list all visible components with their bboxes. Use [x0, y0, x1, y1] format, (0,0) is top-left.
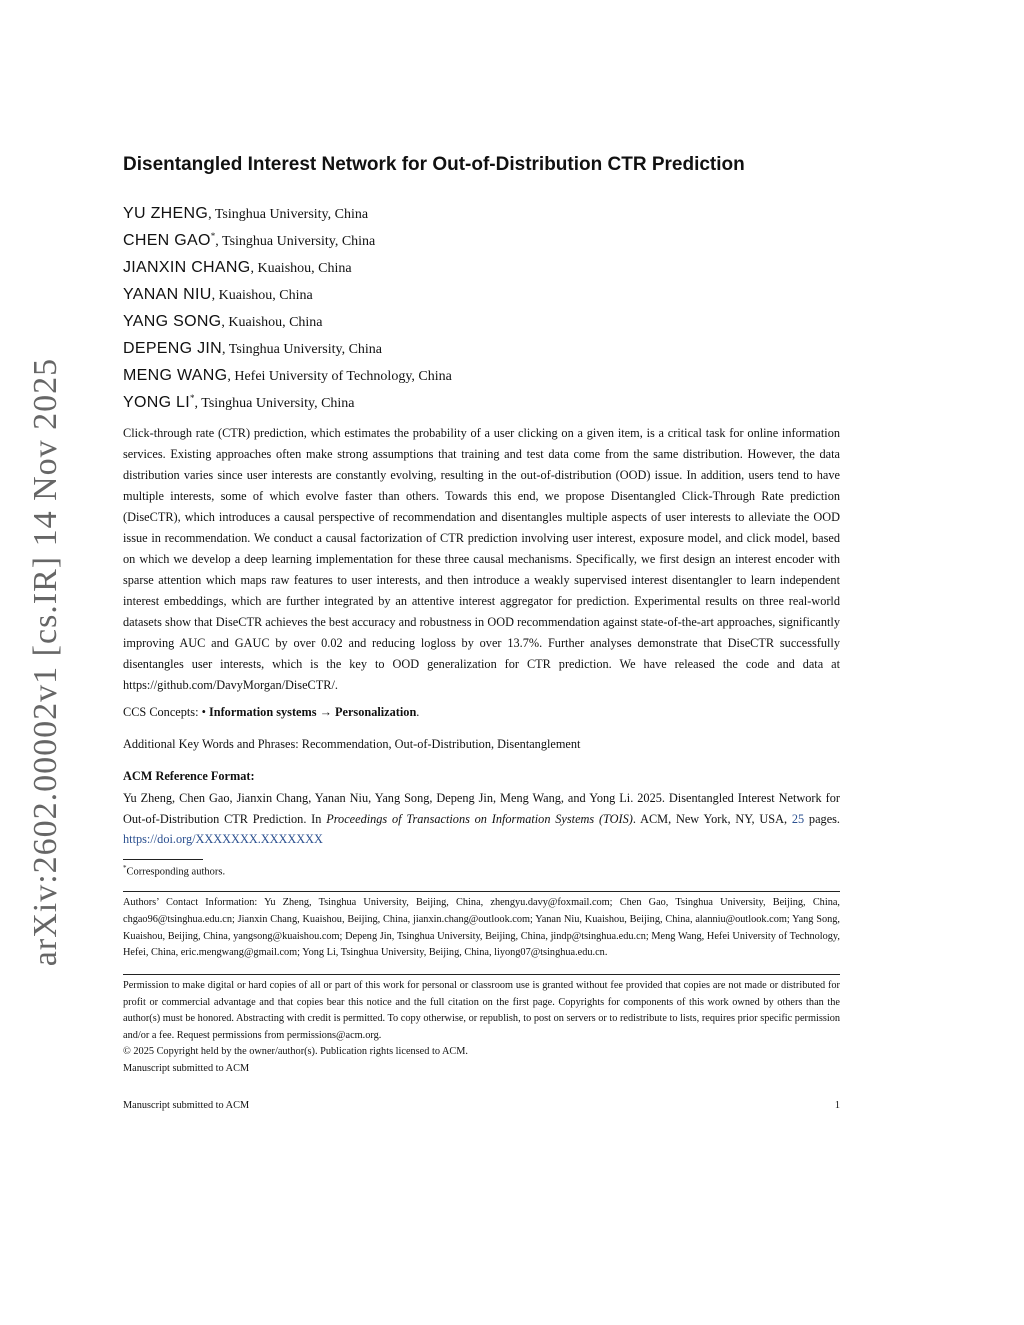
author-name: MENG WANG — [123, 367, 228, 384]
author-entry — [123, 224, 843, 251]
reference-pages-word: pages. — [804, 811, 841, 826]
permission-notice: Permission to make digital or hard copies of all or part of this work for personal or classroom use is granted without fee provided that copies are not made or distributed for profit or commercial advantage and that copies bear this notice and the full citation on the first page. Copyrights for components of this work owned by others than the author(s) must be honored. Abstracting with credit is permitted. To copy otherwise, or republish, to post on servers or to redistribute to lists, requires prior specific permission and/or a fee. Request permissions from permissions@acm.org. — [123, 980, 840, 1041]
corresponding-mark: * — [190, 393, 195, 403]
author-affiliation: , Kuaishou, China — [250, 261, 352, 276]
author-entry — [123, 251, 843, 278]
author-affiliation: , Tsinghua University, China — [194, 396, 355, 411]
author-entry — [123, 386, 843, 413]
author-affiliation: , Tsinghua University, China — [208, 207, 369, 222]
reference-format — [123, 788, 840, 850]
author-name: YANAN NIU — [123, 286, 212, 303]
page-footer-text: Manuscript submitted to ACM — [123, 1100, 250, 1111]
footnote-divider — [123, 859, 203, 860]
author-list — [123, 197, 843, 413]
author-name: JIANXIN CHANG — [123, 259, 251, 276]
arxiv-identifier: arXiv:2602.00002v1 [cs.IR] 14 Nov 2025 — [27, 357, 64, 967]
author-name: YU ZHENG — [123, 205, 209, 222]
author-entry — [123, 278, 843, 305]
ccs-label: CCS Concepts: • — [123, 705, 209, 719]
author-affiliation: , Kuaishou, China — [211, 288, 313, 303]
page-count-link[interactable]: 25 — [791, 811, 805, 826]
author-entry — [123, 359, 843, 386]
ccs-concepts — [123, 705, 840, 720]
ccs-subconcept: Personalization — [335, 705, 417, 719]
authors-contact-information: Authors’ Contact Information: Yu Zheng, Tsinghua University, Beijing, China, zhengyu.davy@foxmail.com; Chen Gao, Tsinghua University, Beijing, China, chgao96@tsinghua.edu.cn; Jianxin Chang, Kuaishou, Beijing, China, jianxin.chang@outlook.com; Yanan Niu, Kuaishou, Beijing, China, alanniu@outlook.com; Yang Song, Kuaishou, Beijing, China, yangsong@kuaishou.com; Depeng Jin, Tsinghua University, Beijing, China, jindp@tsinghua.edu.cn; Meng Wang, Hefei University of Technology, Hefei, China, eric.mengwang@gmail.com; Yong Li, Tsinghua University, Beijing, China, liyong07@tsinghua.edu.cn. — [123, 897, 840, 959]
author-name: DEPENG JIN — [123, 340, 223, 357]
corresponding-mark: * — [210, 231, 216, 241]
author-affiliation: , Kuaishou, China — [221, 315, 323, 330]
abstract: Click-through rate (CTR) prediction, which estimates the probability of a user clicking on a given item, is a critical task for online information services. Existing approaches often make strong assumptions that training and test data come from the same distribution. However, the data distribution varies since user interests are constantly evolving, resulting in the out-of-distribution (OOD) issue. In addition, users tend to have multiple interests, some of which evolve faster than others. Towards this end, we propose Disentangled Click-Through Rate prediction (DiseCTR), which introduces a causal perspective of recommendation and disentangles multiple aspects of user interests to alleviate the OOD issue in recommendation. We conduct a causal factorization of CTR prediction involving user interest, exposure model, and click model, based on which we develop a deep learning implementation for these three causal mechanisms. Specifically, we first design an interest encoder with sparse attention which maps raw features to user interests, and then introduce a weakly supervised interest disentangler to learn independent interest embeddings, which are further integrated by an attentive interest aggregator for prediction. Experimental results on three real-world datasets show that DiseCTR achieves the best accuracy and robustness in OOD recommendation against state-of-the-art approaches, significantly improving AUC and GAUC by over 0.02 and reducing logloss by over 13.7%. Further analyses demonstrate that DiseCTR successfully disentangles user interests, which is the key to OOD generalization for CTR prediction. We have released the code and data at https://github.com/DavyMorgan/DiseCTR/. — [123, 426, 840, 692]
author-name: YANG SONG — [123, 313, 222, 330]
reference-venue: Proceedings of Transactions on Information Systems (TOIS) — [326, 811, 633, 826]
arrow-icon: → — [316, 705, 335, 719]
author-entry — [123, 197, 843, 224]
footnote-text: Corresponding authors. — [126, 866, 226, 878]
doi-link[interactable]: https://doi.org/XXXXXXX.XXXXXXX — [123, 832, 323, 846]
footnote-mark: * — [123, 864, 127, 872]
author-affiliation: , Tsinghua University, China — [222, 342, 383, 357]
manuscript-note: Manuscript submitted to ACM — [123, 1063, 250, 1074]
author-affiliation: , Hefei University of Technology, China — [227, 369, 452, 384]
copyright-notice: © 2025 Copyright held by the owner/author(s). Publication rights licensed to ACM. — [123, 1046, 469, 1057]
contact-divider — [123, 891, 840, 892]
author-name: CHEN GAO — [123, 232, 211, 249]
reference-publisher: . ACM, New York, NY, USA, — [632, 811, 792, 826]
ccs-concept: Information systems — [208, 705, 317, 719]
author-name: YONG LI — [123, 394, 191, 411]
page-number: 1 — [834, 1100, 840, 1111]
reference-authors-title: Yu Zheng, Chen Gao, Jianxin Chang, Yanan Niu, Yang Song, Depeng Jin, Meng Wang, and Yong Li. 2025. Disentangled Interest Network for Out-of-Distribution CTR Prediction. In — [123, 791, 840, 826]
author-entry — [123, 305, 843, 332]
ccs-end: . — [416, 705, 420, 719]
author-affiliation: , Tsinghua University, China — [215, 234, 376, 249]
paper-title: Disentangled Interest Network for Out-of-Distribution CTR Prediction — [123, 154, 745, 175]
permission-divider — [123, 974, 840, 975]
corresponding-footnote — [123, 864, 225, 878]
reference-format-heading: ACM Reference Format: — [123, 769, 255, 783]
keywords: Additional Key Words and Phrases: Recommendation, Out-of-Distribution, Disentanglement — [123, 737, 581, 751]
author-entry — [123, 332, 843, 359]
